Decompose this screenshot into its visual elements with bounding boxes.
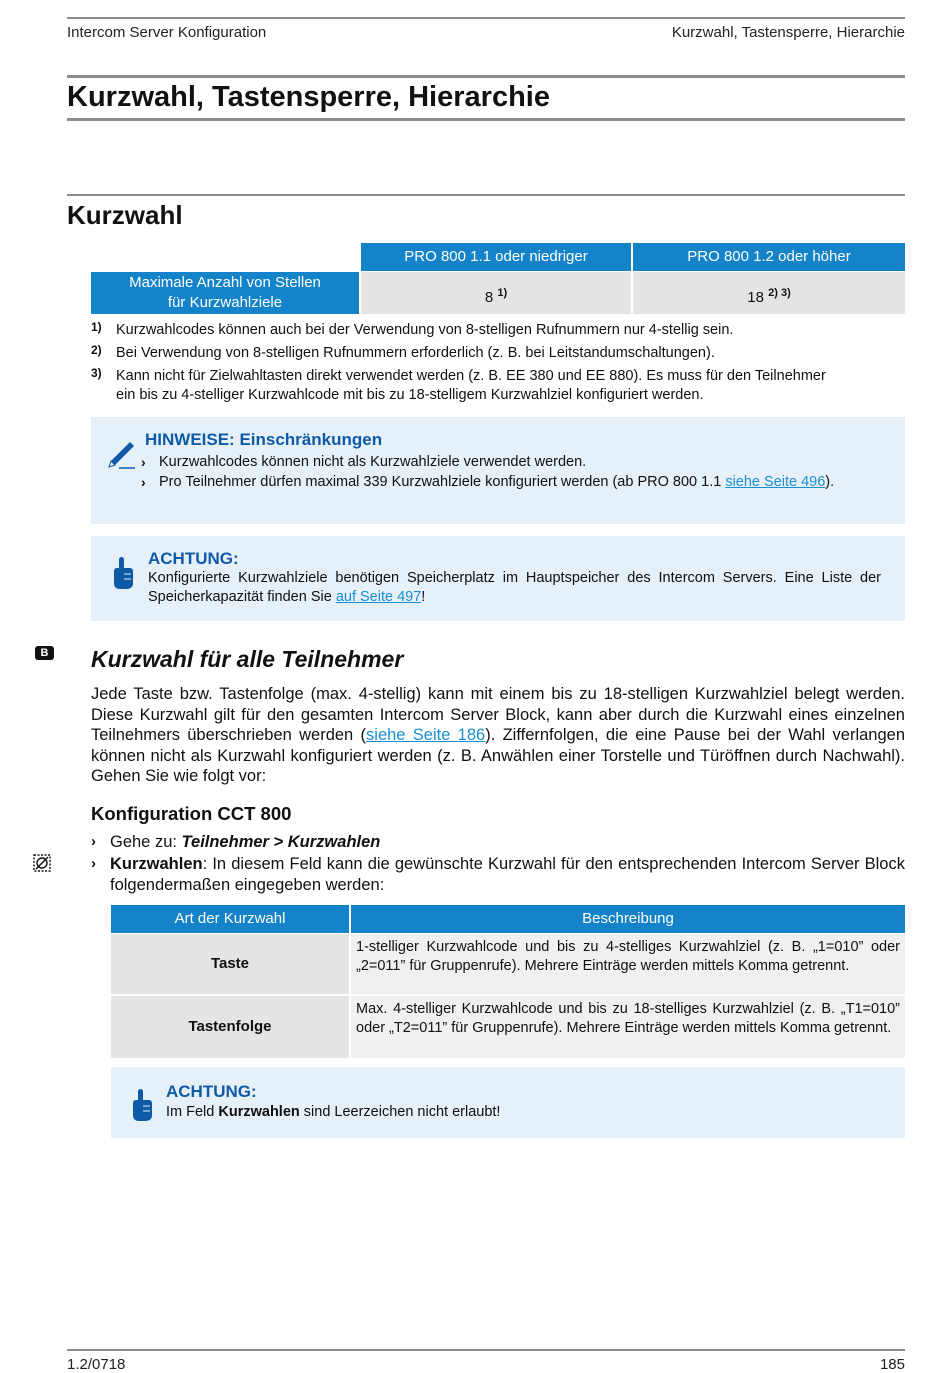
subsection-title: Kurzwahl für alle Teilnehmer — [91, 646, 404, 672]
page-186-link[interactable]: siehe Seite 186 — [366, 726, 486, 744]
limits-value-2-note: 2) 3) — [768, 287, 791, 299]
menu-path: Teilnehmer > Kurzwahlen — [181, 833, 381, 851]
type-table-header-type: Art der Kurzwahl — [111, 905, 349, 933]
caution-box-2 — [111, 1067, 905, 1138]
note-item-2 — [159, 473, 881, 492]
intro-text: Jede Taste bzw. Tastenfolge (max. 4-stellig) kann mit einem bis zu 18-stelligen Kurzwahlziel belegt werden. Diese Kurzwahl gilt für den gesamten Intercom Server Block, kann aber durch die Kurzwahl eines einzelnen Teilnehmers überschrieben werden ( — [91, 685, 905, 744]
caution-1-text — [148, 569, 881, 607]
limits-table-cell-col2 — [633, 272, 905, 314]
note-item-1: Kurzwahlcodes können nicht als Kurzwahlziele verwendet werden. — [159, 454, 587, 470]
note-box — [91, 417, 905, 524]
footnote-3-line1: Kann nicht für Zielwahltasten direkt verwendet werden (z. B. EE 380 und EE 880). Es muss für den Teilnehmer — [116, 368, 826, 384]
type-table-row-2-description: Max. 4-stelliger Kurzwahlcode und bis zu 18-stelliges Kurzwahlziel (z. B. „T1=010” oder „T2=011” für Gruppenrufe). Mehrere Einträge werden mittels Komma getrennt. — [351, 996, 905, 1058]
page-title: Kurzwahl, Tastensperre, Hierarchie — [67, 81, 550, 113]
limits-value-1-note: 1) — [497, 287, 508, 299]
limits-table-cell-col1 — [361, 272, 631, 314]
pointing-hand-icon — [111, 555, 135, 591]
page-496-link[interactable]: siehe Seite 496 — [725, 474, 826, 490]
intro-text-end: ). Ziffernfolgen, die eine Pause bei der Wahl verlangen können nicht als Kurzwahl konfiguriert werden (z. B. Anwählen einer Torstelle und Türöffnen durch Nachwahl). Gehen Sie wie folgt vor: — [91, 726, 905, 785]
field-name: Kurzwahlen — [110, 855, 203, 873]
chevron-right-icon: › — [91, 855, 96, 872]
margin-marker-b: B — [35, 646, 54, 660]
type-table-row-1-description: 1-stelliger Kurzwahlcode und bis zu 4-stelliges Kurzwahlziel (z. B. „1=010” oder „2=011” für Gruppenrufe). Mehrere Einträge werden mittels Komma getrennt. — [351, 934, 905, 994]
limits-table-header-col1: PRO 800 1.1 oder niedriger — [361, 243, 631, 271]
row-label-line1: Maximale Anzahl von Stellen — [129, 274, 321, 291]
type-table-row-1-label: Taste — [111, 934, 349, 994]
footnote-3-number: 3) — [91, 366, 102, 380]
footnote-1-text: Kurzwahlcodes können auch bei der Verwendung von 8-stelligen Rufnummern nur 4-stellig sein. — [116, 322, 734, 338]
step-2 — [110, 854, 905, 895]
footnote-3-text — [116, 367, 906, 405]
footnote-2-text: Bei Verwendung von 8-stelligen Rufnummern erforderlich (z. B. bei Leitstandumschaltungen). — [116, 345, 715, 361]
note-item-2-end: ). — [825, 474, 835, 490]
title-top-rule — [67, 75, 905, 78]
caution-2-text — [166, 1103, 886, 1122]
caution-box-1 — [91, 536, 905, 621]
pencil-icon — [105, 437, 137, 469]
page-number: 185 — [879, 1356, 905, 1373]
header-chapter-title: Kurzwahl, Tastensperre, Hierarchie — [671, 24, 905, 41]
step-1-label: Gehe zu: — [110, 833, 182, 851]
caution-1-text-body: Konfigurierte Kurzwahlziele benötigen Speicherplatz im Hauptspeicher des Intercom Servers. Eine Liste der Speicherkapazität finden Sie — [148, 570, 881, 605]
pointing-hand-icon — [130, 1087, 154, 1123]
caution-2-text-start: Im Feld — [166, 1104, 219, 1120]
footer-version: 1.2/0718 — [67, 1356, 126, 1373]
type-table-row-2-label: Tastenfolge — [111, 996, 349, 1058]
caution-1-text-end: ! — [421, 589, 426, 605]
not-applicable-icon — [33, 854, 51, 872]
limits-value-2: 18 — [747, 289, 764, 306]
limits-table-row-label — [91, 272, 359, 314]
footnote-1-number: 1) — [91, 320, 102, 334]
row-label-line2: für Kurzwahlziele — [167, 294, 283, 311]
chevron-right-icon: › — [141, 454, 146, 470]
step-1 — [110, 832, 905, 853]
intro-paragraph — [91, 684, 905, 787]
footnote-3-line2: ein bis zu 4-stelliger Kurzwahlcode mit bis zu 18-stelligem Kurzwahlziel konfiguriert werden. — [116, 387, 704, 403]
page-497-link[interactable]: auf Seite 497 — [335, 589, 422, 605]
config-title: Konfiguration CCT 800 — [91, 803, 292, 824]
caution-2-field-name: Kurzwahlen — [218, 1104, 300, 1120]
step-2-text: : In diesem Feld kann die gewünschte Kurzwahl für den entsprechenden Intercom Server Block folgendermaßen eingegeben werden: — [110, 855, 905, 894]
section-title: Kurzwahl — [67, 200, 183, 230]
type-table-header-description: Beschreibung — [351, 905, 905, 933]
title-bottom-rule — [67, 118, 905, 121]
section-rule — [67, 194, 905, 196]
note-item-2-text: Pro Teilnehmer dürfen maximal 339 Kurzwahlziele konfiguriert werden (ab PRO 800 1.1 — [159, 474, 726, 490]
footnote-2-number: 2) — [91, 343, 102, 357]
header-top-rule — [67, 17, 905, 19]
footer-rule — [67, 1349, 905, 1351]
header-document-title: Intercom Server Konfiguration — [67, 24, 267, 41]
limits-value-1: 8 — [484, 289, 494, 306]
note-box-title: HINWEISE: Einschränkungen — [145, 430, 383, 449]
limits-table-header-col2: PRO 800 1.2 oder höher — [633, 243, 905, 271]
caution-2-text-end: sind Leerzeichen nicht erlaubt! — [299, 1104, 501, 1120]
caution-2-title: ACHTUNG: — [166, 1082, 257, 1101]
caution-1-title: ACHTUNG: — [148, 549, 239, 568]
chevron-right-icon: › — [141, 474, 146, 490]
chevron-right-icon: › — [91, 833, 96, 850]
